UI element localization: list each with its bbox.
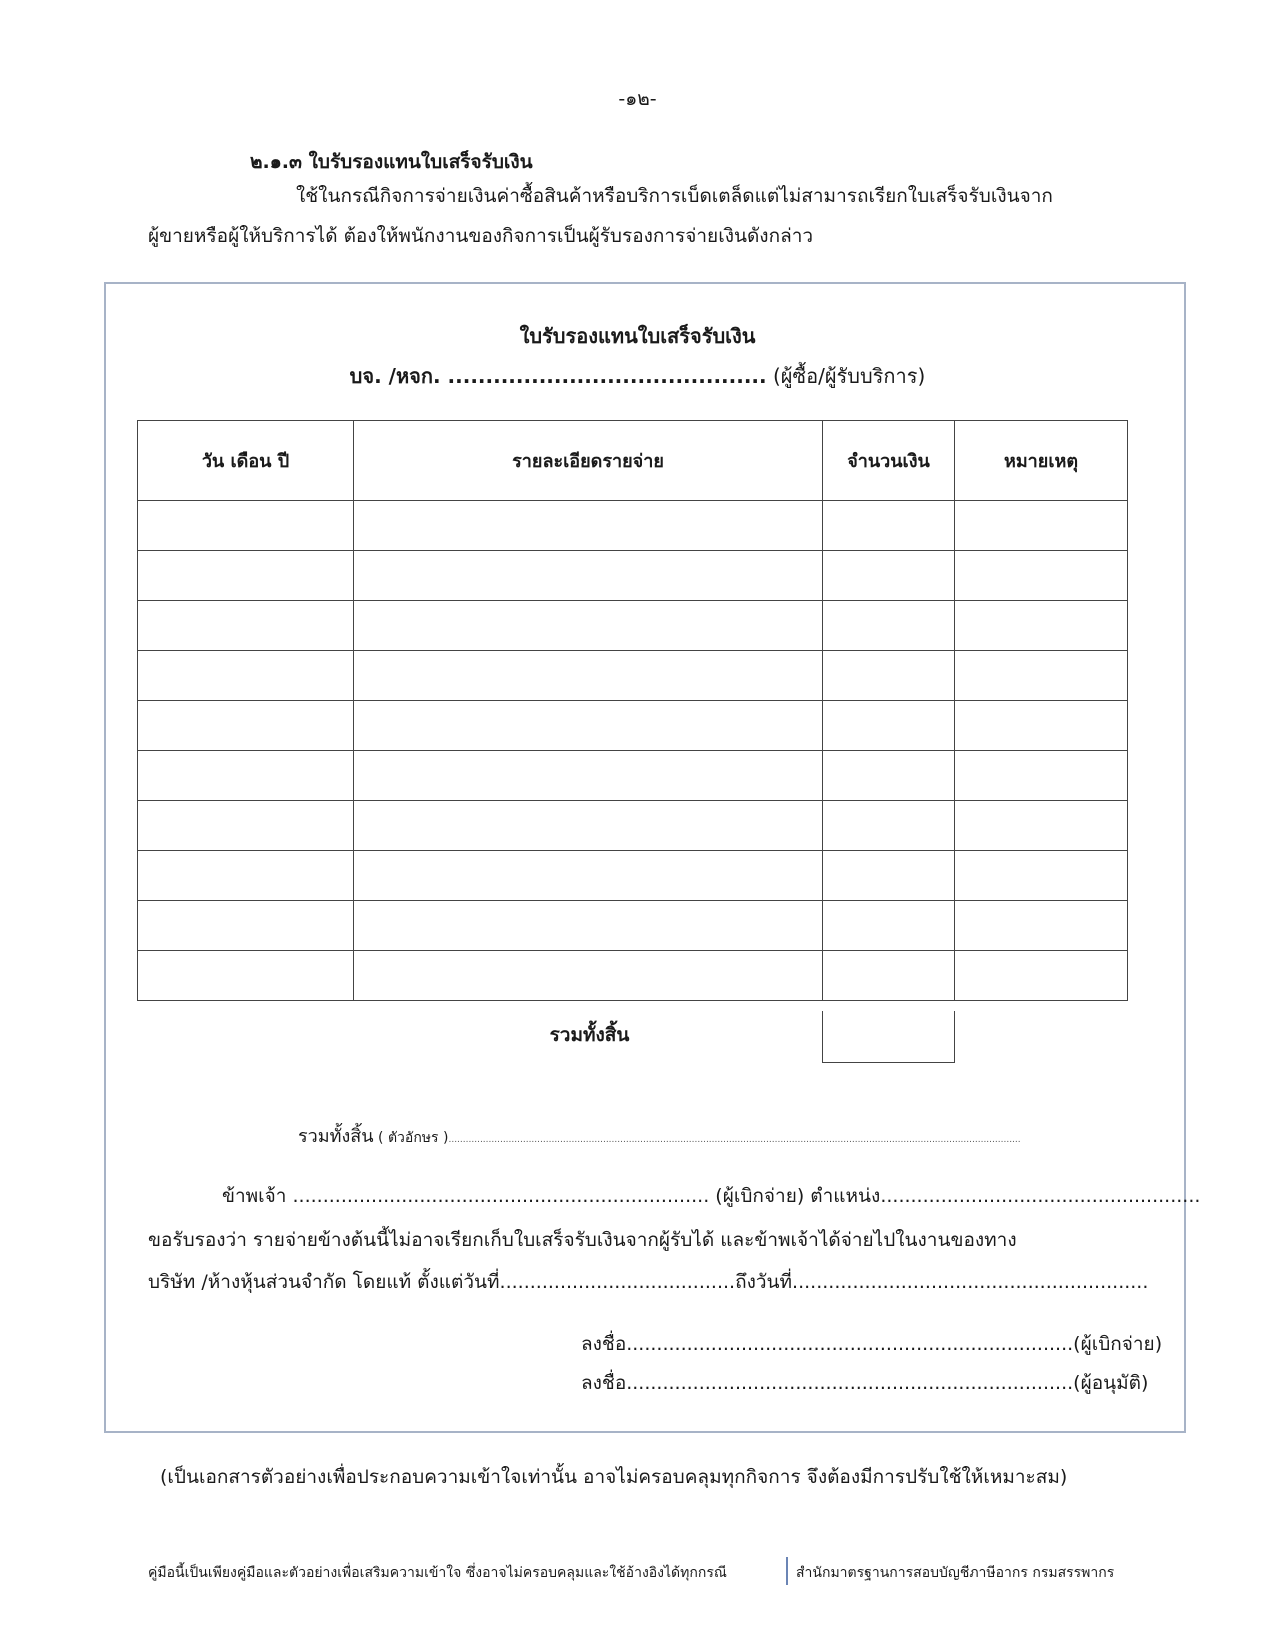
- section-heading: ๒.๑.๓ ใบรับรองแทนใบเสร็จรับเงิน: [250, 151, 533, 173]
- amount-cell[interactable]: [823, 601, 955, 651]
- details-cell[interactable]: [354, 801, 823, 851]
- date-cell[interactable]: [138, 901, 354, 951]
- amount-cell[interactable]: [823, 801, 955, 851]
- date-cell[interactable]: [138, 951, 354, 1001]
- amount-cell[interactable]: [823, 951, 955, 1001]
- amount-cell[interactable]: [823, 751, 955, 801]
- remarks-cell[interactable]: [955, 901, 1128, 951]
- remarks-cell[interactable]: [955, 951, 1128, 1001]
- date-cell[interactable]: [138, 701, 354, 751]
- details-cell[interactable]: [354, 851, 823, 901]
- remarks-cell[interactable]: [955, 651, 1128, 701]
- date-cell[interactable]: [138, 801, 354, 851]
- table-row: [138, 951, 1128, 1001]
- amount-cell[interactable]: [823, 551, 955, 601]
- company-line: [0, 360, 1275, 392]
- table-row: [138, 601, 1128, 651]
- expense-table-body: [138, 501, 1128, 1001]
- table-row: [138, 901, 1128, 951]
- details-cell[interactable]: [354, 551, 823, 601]
- header-details: รายละเอียดรายจ่าย: [354, 421, 823, 501]
- form-title: ใบรับรองแทนใบเสร็จรับเงิน: [519, 324, 756, 348]
- date-cell[interactable]: [138, 501, 354, 551]
- footer-office: สำนักมาตรฐานการสอบบัญชีภาษีอากร กรมสรรพากร: [796, 1565, 1115, 1581]
- disclaimer-note: (เป็นเอกสารตัวอย่างเพื่อประกอบความเข้าใจเท่านั้น อาจไม่ครอบคลุมทุกกิจการ จึงต้องมีการปรับใช้ให้เหมาะสม): [160, 1466, 1068, 1488]
- footer-divider: [786, 1557, 788, 1585]
- total-amount-box[interactable]: [822, 1011, 955, 1063]
- company-prefix: บจ. /หจก. ..........................................: [349, 364, 767, 388]
- amount-cell[interactable]: [823, 651, 955, 701]
- header-amount: จำนวนเงิน: [823, 421, 955, 501]
- details-cell[interactable]: [354, 901, 823, 951]
- table-row: [138, 851, 1128, 901]
- certification-line-1: ข้าพเจ้า ..................................................................... (ผู้เบิกจ่าย) ตำแหน่ง.....................................................: [222, 1185, 1201, 1207]
- remarks-cell[interactable]: [955, 701, 1128, 751]
- details-cell[interactable]: [354, 701, 823, 751]
- remarks-cell[interactable]: [955, 551, 1128, 601]
- amount-cell[interactable]: [823, 851, 955, 901]
- total-label: รวมทั้งสิ้น: [549, 1024, 630, 1046]
- remarks-cell[interactable]: [955, 501, 1128, 551]
- intro-text-line-2: ผู้ขายหรือผู้ให้บริการได้ ต้องให้พนักงานของกิจการเป็นผู้รับรองการจ่ายเงินดังกล่าว: [148, 225, 814, 247]
- amount-cell[interactable]: [823, 501, 955, 551]
- table-row: [138, 751, 1128, 801]
- intro-text-line-1: ใช้ในกรณีกิจการจ่ายเงินค่าซื้อสินค้าหรือบริการเบ็ดเตล็ดแต่ไม่สามารถเรียกใบเสร็จรับเงินจาก: [296, 185, 1053, 207]
- header-remarks: หมายเหตุ: [955, 421, 1128, 501]
- table-header-row: [138, 421, 1128, 501]
- expense-table: [137, 420, 1128, 1001]
- details-cell[interactable]: [354, 951, 823, 1001]
- page-number: -๑๒-: [618, 88, 657, 110]
- header-date: วัน เดือน ปี: [138, 421, 354, 501]
- remarks-cell[interactable]: [955, 601, 1128, 651]
- details-cell[interactable]: [354, 601, 823, 651]
- date-cell[interactable]: [138, 551, 354, 601]
- total-in-words-label: รวมทั้งสิ้น: [298, 1126, 374, 1147]
- table-row: [138, 801, 1128, 851]
- date-cell[interactable]: [138, 651, 354, 701]
- table-row: [138, 651, 1128, 701]
- details-cell[interactable]: [354, 651, 823, 701]
- table-row: [138, 501, 1128, 551]
- date-cell[interactable]: [138, 851, 354, 901]
- certification-line-3: บริษัท /ห้างหุ้นส่วนจำกัด โดยแท้ ตั้งแต่วันที่.......................................ถึงวันที่...........................................................: [148, 1271, 1149, 1293]
- total-in-words-blank[interactable]: ........................................................................................................................................................................................................: [448, 1135, 1021, 1145]
- company-suffix: (ผู้ซื้อ/ผู้รับบริการ): [766, 364, 926, 388]
- signature-approver: ลงชื่อ..........................................................................(ผู้อนุมัติ): [581, 1372, 1149, 1394]
- total-in-words-hint: ( ตัวอักษร ): [373, 1130, 449, 1146]
- amount-cell[interactable]: [823, 901, 955, 951]
- remarks-cell[interactable]: [955, 851, 1128, 901]
- details-cell[interactable]: [354, 501, 823, 551]
- total-in-words-line: [298, 1121, 1021, 1150]
- table-row: [138, 551, 1128, 601]
- details-cell[interactable]: [354, 751, 823, 801]
- amount-cell[interactable]: [823, 701, 955, 751]
- remarks-cell[interactable]: [955, 751, 1128, 801]
- signature-payer: ลงชื่อ..........................................................................(ผู้เบิกจ่าย): [581, 1333, 1163, 1355]
- date-cell[interactable]: [138, 601, 354, 651]
- footer-disclaimer: คู่มือนี้เป็นเพียงคู่มือและตัวอย่างเพื่อเสริมความเข้าใจ ซึ่งอาจไม่ครอบคลุมและใช้อ้างอิงได้ทุกกรณี: [148, 1565, 727, 1581]
- certification-line-2: ขอรับรองว่า รายจ่ายข้างต้นนี้ไม่อาจเรียกเก็บใบเสร็จรับเงินจากผู้รับได้ และข้าพเจ้าได้จ่ายไปในงานของทาง: [148, 1229, 1017, 1251]
- table-row: [138, 701, 1128, 751]
- remarks-cell[interactable]: [955, 801, 1128, 851]
- date-cell[interactable]: [138, 751, 354, 801]
